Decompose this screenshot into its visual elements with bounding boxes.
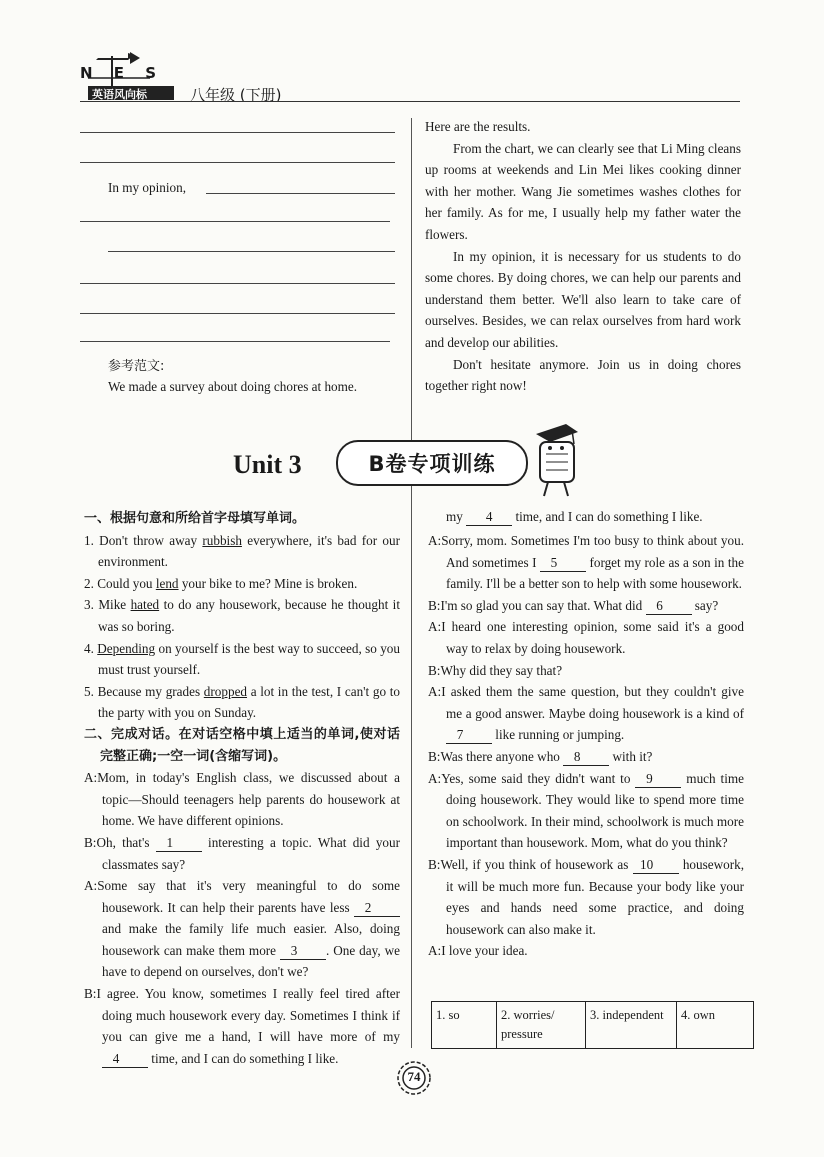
blank: 4 — [466, 509, 512, 526]
writing-line — [80, 283, 395, 284]
left-column — [84, 508, 400, 1069]
scroll-mascot-icon — [526, 420, 592, 500]
section2-title: 二、完成对话。在对话空格中填上适当的单词,使对话完整正确;一空一词(含缩写词)。 — [84, 726, 400, 764]
dialogue-line: A:I love your idea. — [428, 943, 528, 959]
s1-item: 1. Don't throw away rubbish everywhere, it's bad for our environment. — [84, 532, 400, 570]
blank: 6 — [646, 598, 692, 615]
writing-line — [80, 221, 390, 222]
sample-essay — [425, 116, 741, 397]
s1-item: 2. Could you lend your bike to me? Mine is broken. — [84, 575, 358, 591]
dialogue-line: A:I heard one interesting opinion, some said it's a good way to relax by doing housework. — [428, 619, 744, 656]
dialogue-line: A:Yes, some said they didn't want to 9 much time doing housework. They would like to spend more time on schoolwork. In their mind, schoolwork is much more important than housework. Mom, what do you think? — [428, 770, 744, 851]
page-number-badge — [396, 1060, 432, 1096]
unit-title: Unit 3 — [233, 450, 302, 479]
writing-line — [108, 251, 395, 252]
s1-item: 3. Mike hated to do any housework, because he thought it was so boring. — [84, 597, 400, 634]
essay-p3: Don't hesitate anymore. Join us in doing chores together right now! — [425, 356, 741, 394]
opinion-label: In my opinion, — [108, 180, 187, 195]
blank: 8 — [563, 749, 609, 766]
dialogue-line: A:Sorry, mom. Sometimes I'm too busy to think about you. And sometimes I 5 forget my role as a son in the family. I'll be a better son to help with some housework. — [428, 533, 744, 592]
section1-title: 一、根据句意和所给首字母填写单词。 — [84, 511, 306, 526]
answer-cell: 3. independent — [586, 1002, 677, 1049]
dialogue-line: A:I asked them the same question, but they couldn't give me a good answer. Maybe doing housework is a kind of 7 like running or jumping. — [428, 684, 744, 743]
dialogue-line: B:Was there anyone who 8 with it? — [428, 748, 653, 764]
book-logo — [78, 50, 174, 102]
writing-line — [80, 162, 395, 163]
answer-table — [431, 1001, 754, 1049]
dialogue-continuation: my 4 time, and I can do something I like. — [446, 509, 703, 524]
answer-cell: 2. worries/ pressure — [497, 1002, 586, 1049]
blank: 3 — [280, 943, 326, 960]
blank: 10 — [633, 857, 679, 874]
section-banner — [336, 440, 528, 486]
logo-caption: 英语风向标 — [92, 88, 147, 101]
writing-line — [206, 193, 395, 194]
essay-p2: In my opinion, it is necessary for us students to do some chores. By doing chores, we can help our parents and understand them better. We'll also learn to take care of ourselves. Besides, we can relax ourselves from hard work and develop our abilities. — [425, 248, 741, 350]
blank: 4 — [102, 1051, 148, 1068]
header-rule — [80, 101, 740, 102]
blank: 9 — [635, 771, 681, 788]
blank: 1 — [156, 835, 202, 852]
s1-item: 5. Because my grades dropped a lot in the test, I can't go to the party with you on Sunday. — [84, 683, 400, 721]
right-column — [428, 530, 744, 962]
blank: 2 — [354, 900, 400, 917]
dialogue-line: B:Why did they say that? — [428, 662, 563, 678]
blank: 5 — [540, 555, 586, 572]
essay-p1: From the chart, we can clearly see that Li Ming cleans up rooms at weekends and Lin Mei likes cooking dinner with her mother. Wang Jie sometimes washes clothes for her family. As for me, I usually help my father water the flowers. — [425, 140, 741, 242]
dialogue-line: B:Oh, that's 1 interesting a topic. What did your classmates say? — [84, 834, 401, 872]
writing-line — [80, 341, 390, 342]
answer-key — [431, 1001, 754, 1049]
s1-item: 4. Depending on yourself is the best way to succeed, so you must trust yourself. — [84, 640, 400, 678]
writing-line — [80, 313, 395, 314]
column-divider — [411, 118, 412, 1048]
dialogue-line: B:I'm so glad you can say that. What did 6 say? — [428, 597, 719, 613]
blank: 7 — [446, 727, 492, 744]
answer-cell: 1. so — [432, 1002, 497, 1049]
essay-p0: Here are the results. — [425, 119, 531, 134]
sample-label: 参考范文: — [108, 359, 165, 374]
logo-letters: N E S — [80, 64, 165, 82]
grade-label: 八年级 (下册) — [190, 86, 282, 104]
page-number: 74 — [407, 1069, 421, 1084]
dialogue-line: B:Well, if you think of housework as 10 housework, it will be much more fun. Because your body like your eyes and hands need some practice, and doing housework can also make it. — [428, 856, 745, 937]
dialogue-line: B:I agree. You know, sometimes I really feel tired after doing much housework every day. Sometimes I think if you can give me a hand, I will have more of my 4 time, and I can do something I like. — [84, 986, 400, 1066]
writing-line — [80, 132, 395, 133]
sample-first-line: We made a survey about doing chores at home. — [108, 379, 358, 394]
dialogue-line: A:Mom, in today's English class, we discussed about a topic—Should teenagers help parents do housework at home. We have different opinions. — [84, 770, 400, 829]
banner-text: B卷专项训练 — [368, 452, 496, 476]
dialogue-line: A:Some say that it's very meaningful to do some housework. It can help their parents have less 2 and make the family life much easier. Also, doing housework can make them more 3 . One day, we have to depend on ourselves, don't we? — [84, 878, 401, 980]
answer-cell: 4. own — [677, 1002, 754, 1049]
